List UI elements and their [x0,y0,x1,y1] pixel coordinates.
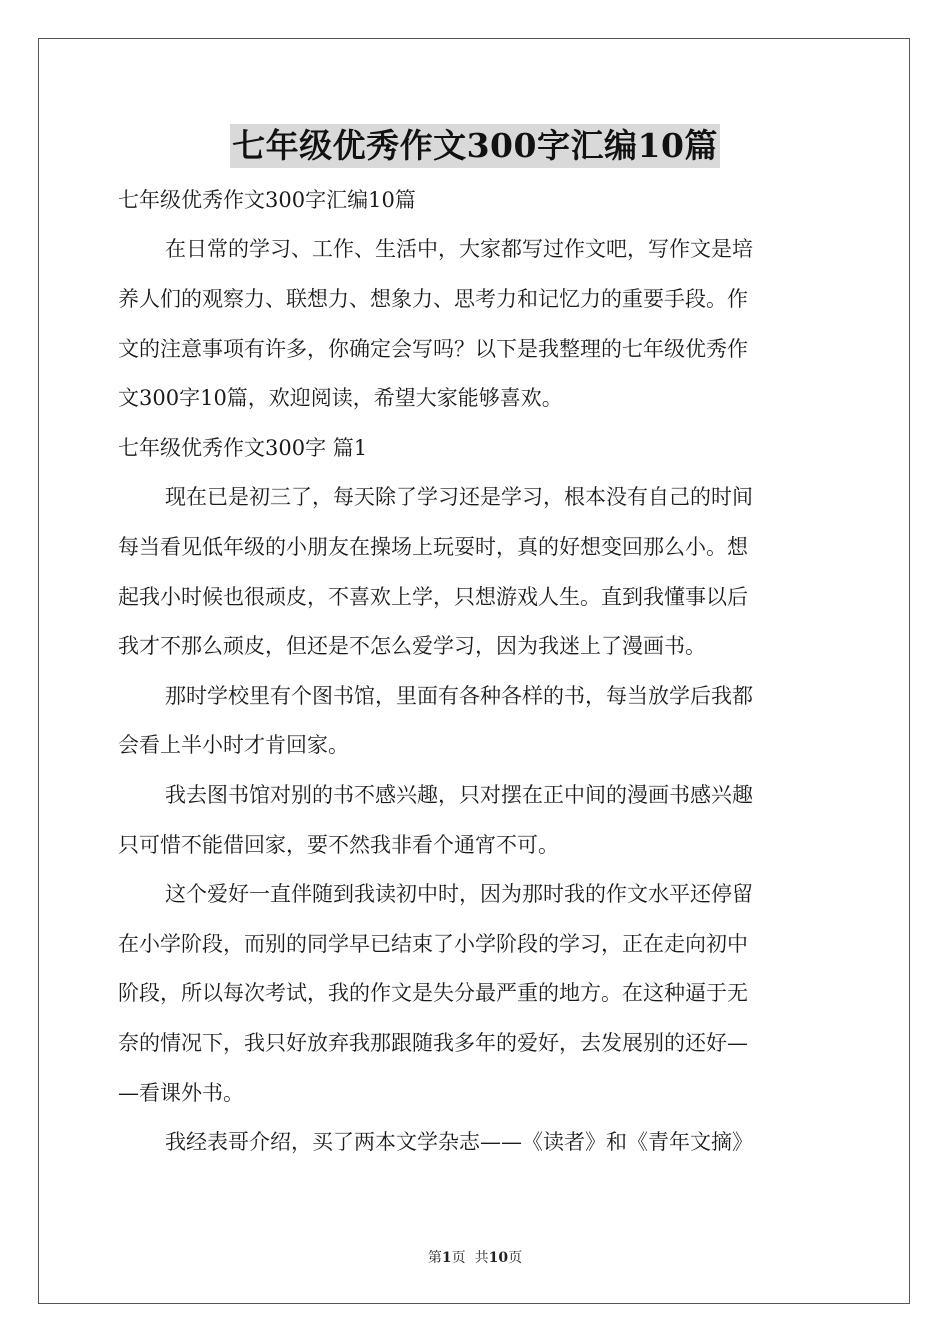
footer-page-number: 1 [441,1250,452,1266]
intro-line: 文的注意事项有许多，你确定会写吗？以下是我整理的七年级优秀作 [118,337,748,361]
intro-line: 养人们的观察力、联想力、想象力、思考力和记忆力的重要手段。作 [118,287,748,311]
body-line: 每当看见低年级的小朋友在操场上玩耍时，真的好想变回那么小。想 [118,535,748,559]
body-line: 那时学校里有个图书馆，里面有各种各样的书，每当放学后我都 [165,684,753,708]
page-border [38,38,910,1304]
body-line: 起我小时候也很顽皮，不喜欢上学，只想游戏人生。直到我懂事以后 [118,585,748,609]
body-line: 我才不那么顽皮，但还是不怎么爱学习，因为我迷上了漫画书。 [118,634,706,658]
body-line: 会看上半小时才肯回家。 [118,733,349,757]
footer-mid: 页 共 [451,1250,489,1266]
intro-line: 文300字10篇，欢迎阅读，希望大家能够喜欢。 [118,386,563,410]
footer-prefix: 第 [427,1250,442,1266]
body-line: 这个爱好一直伴随到我读初中时，因为那时我的作文水平还停留 [165,882,753,906]
body-line: 阶段，所以每次考试，我的作文是失分最严重的地方。在这种逼于无 [118,981,748,1005]
footer-suffix: 页 [508,1250,523,1266]
body-line: 我经表哥介绍，买了两本文学杂志——《读者》和《青年文摘》 [165,1130,753,1154]
body-line: 现在已是初三了，每天除了学习还是学习，根本没有自己的时间 [165,485,753,509]
page-footer [0,1247,950,1267]
body-line: 在小学阶段，而别的同学早已结束了小学阶段的学习，正在走向初中 [118,932,748,956]
title-wrap [0,124,950,168]
subtitle: 七年级优秀作文300字汇编10篇 [118,188,416,212]
section-heading: 七年级优秀作文300字 篇1 [118,436,368,460]
body-line: 只可惜不能借回家，要不然我非看个通宵不可。 [118,833,559,857]
body-line: —看课外书。 [118,1081,244,1105]
footer-total-pages: 10 [488,1250,509,1266]
document-title: 七年级优秀作文300字汇编10篇 [230,124,720,168]
body-line: 奈的情况下，我只好放弃我那跟随我多年的爱好，去发展别的还好— [118,1031,748,1055]
body-line: 我去图书馆对别的书不感兴趣，只对摆在正中间的漫画书感兴趣 [165,783,753,807]
intro-line: 在日常的学习、工作、生活中，大家都写过作文吧，写作文是培 [165,237,753,261]
